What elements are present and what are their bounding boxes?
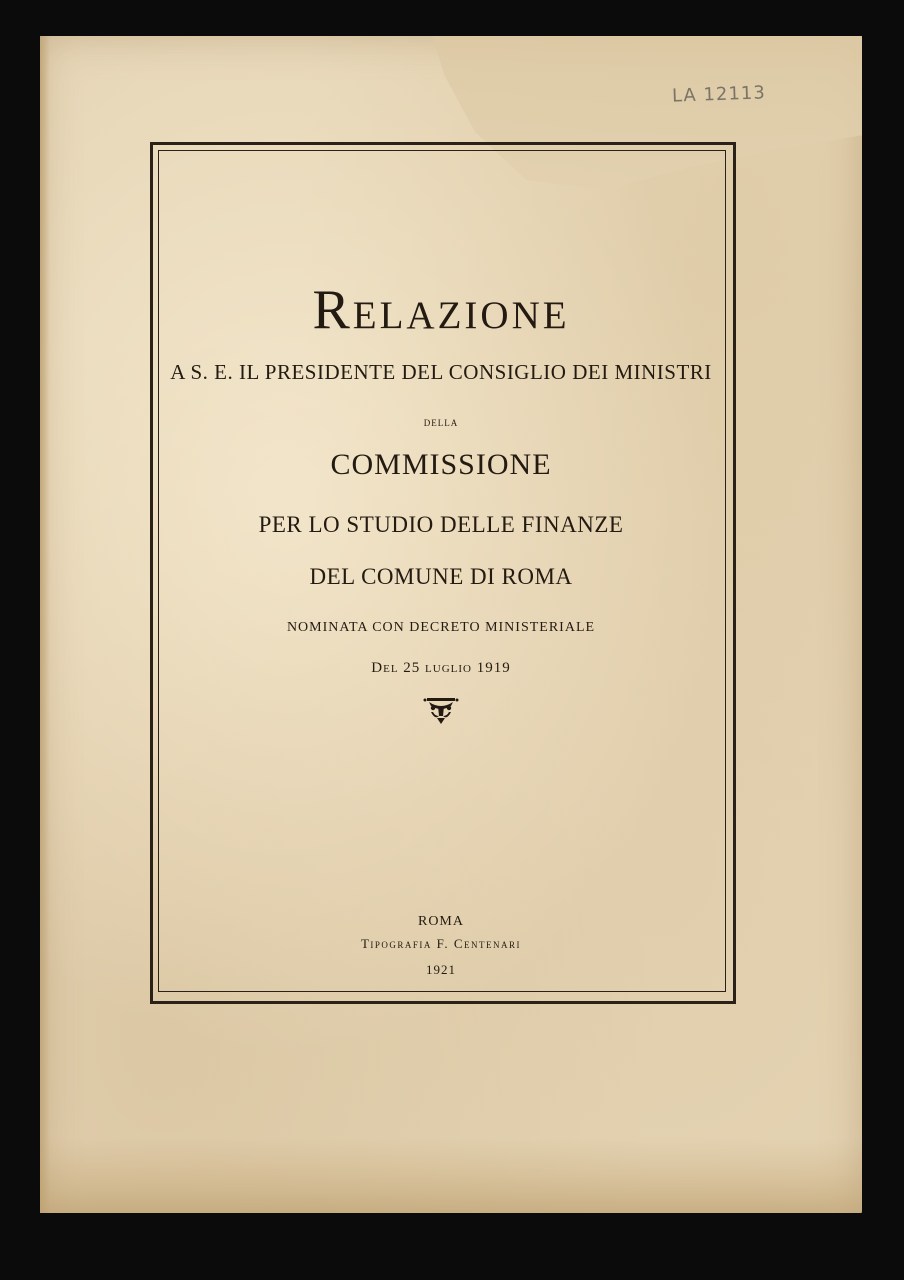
addressee-line: A S. E. IL PRESIDENTE DEL CONSIGLIO DEI MINISTRI xyxy=(170,360,712,384)
archive-mark: LA 12113 xyxy=(671,82,767,107)
imprint-year: 1921 xyxy=(426,962,456,977)
nominated-line: NOMINATA CON DECRETO MINISTERIALE xyxy=(286,620,596,635)
della-line: della xyxy=(423,414,459,429)
bottom-stain xyxy=(40,1138,862,1213)
imprint-printer: Tipografia F. Centenari xyxy=(360,936,522,951)
decree-date: Del 25 luglio 1919 xyxy=(371,660,511,676)
purpose-line-2: DEL COMUNE DI ROMA xyxy=(309,564,573,589)
commission-heading: COMMISSIONE xyxy=(330,448,552,481)
fleuron-icon xyxy=(421,696,461,726)
imprint-city: ROMA xyxy=(417,914,464,929)
purpose-line-1: PER LO STUDIO DELLE FINANZE xyxy=(258,512,624,537)
cover-title: Relazione xyxy=(312,279,570,341)
title-page-content xyxy=(158,150,724,990)
book-cover xyxy=(40,36,862,1213)
spine-edge xyxy=(40,36,50,1213)
